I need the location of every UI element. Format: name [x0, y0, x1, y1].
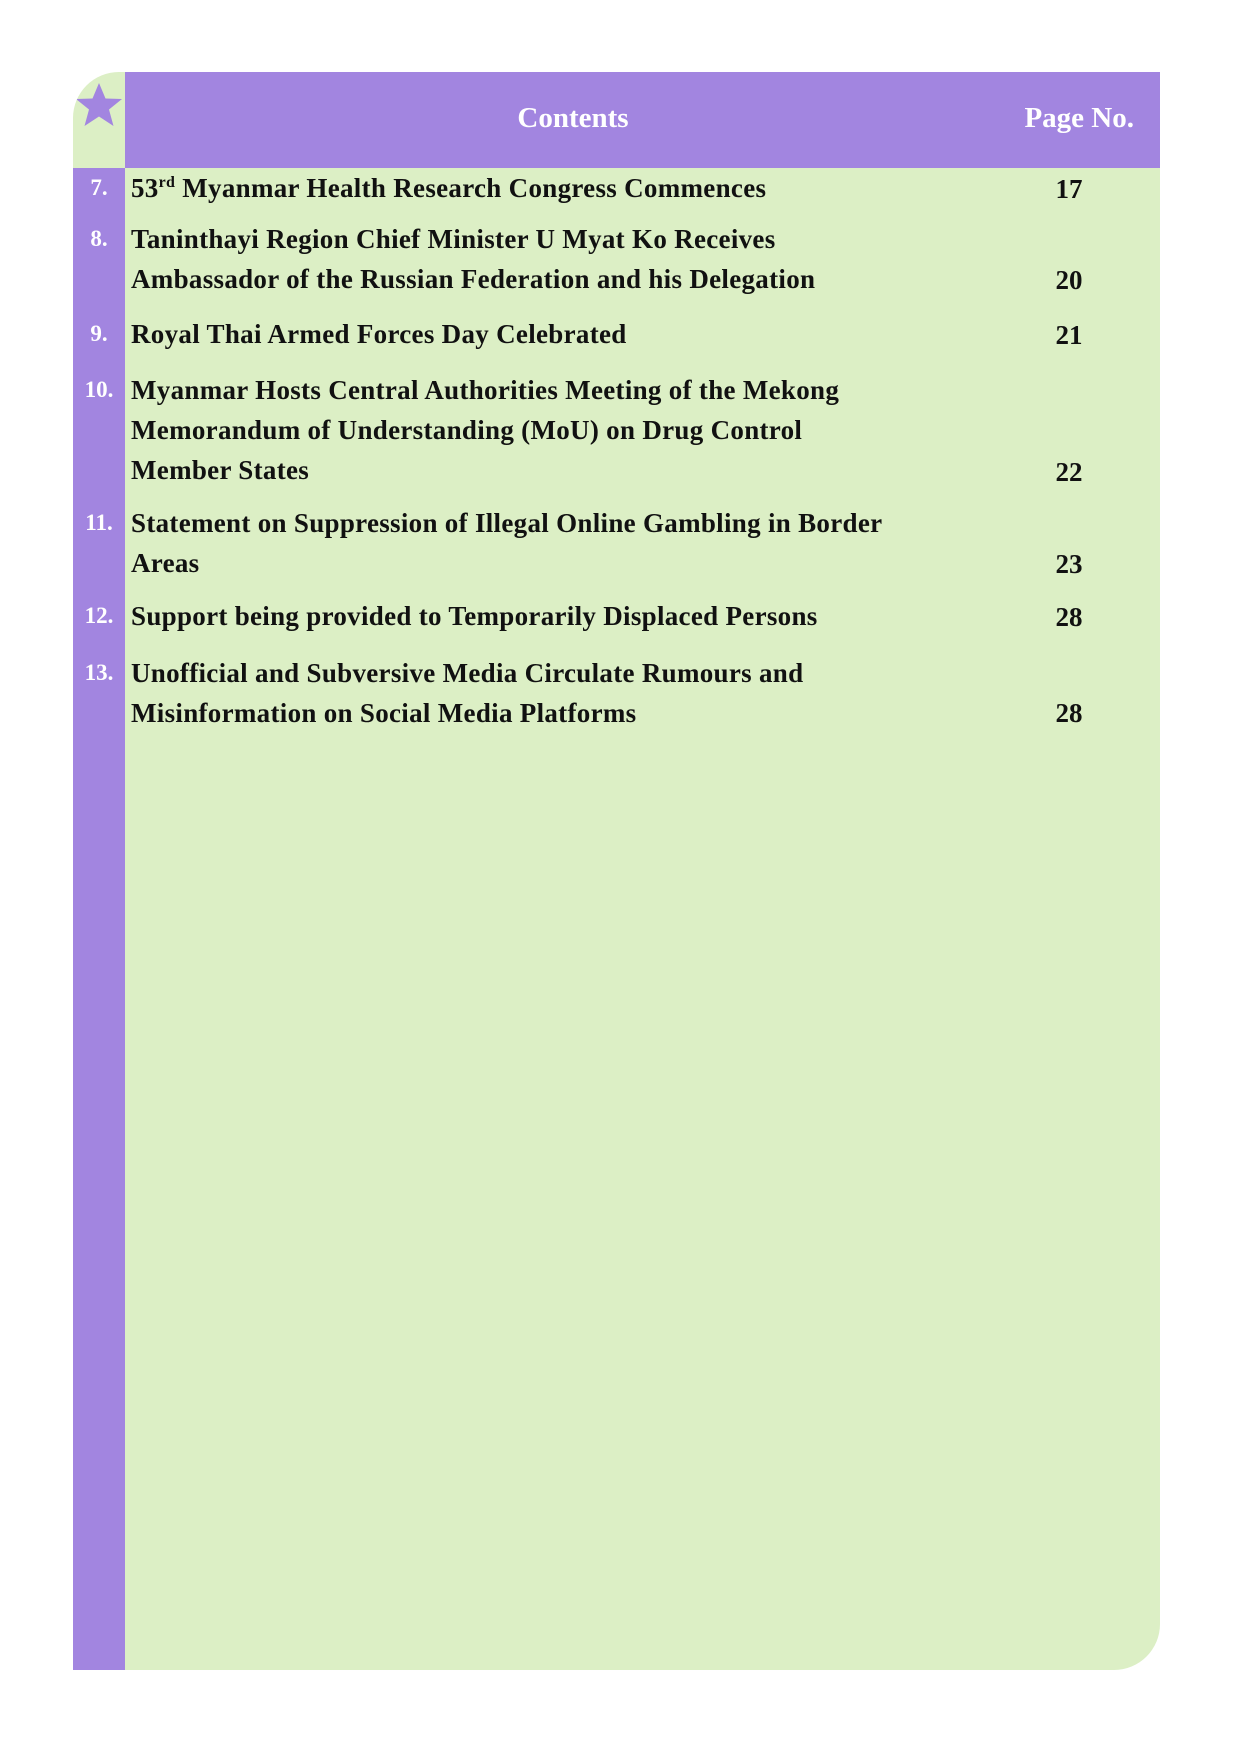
entry-page-number: 28: [1055, 602, 1083, 632]
entry-number: 10.: [84, 377, 114, 402]
entry-page-number: 17: [1055, 174, 1083, 204]
entry-page-number: 28: [1055, 698, 1083, 728]
entry-number: 8.: [90, 226, 108, 251]
entry-page-number: 23: [1055, 549, 1083, 579]
entry-title[interactable]: Royal Thai Armed Forces Day Celebrated: [131, 319, 627, 349]
contents-panel: [73, 72, 1160, 1670]
entry-number: 13.: [84, 660, 114, 685]
entry-title[interactable]: Support being provided to Temporarily Displaced Persons: [131, 601, 818, 631]
entry-title[interactable]: Myanmar Hosts Central Authorities Meeting of the Mekong Memorandum of Understanding (MoU) on Drug Control Member States: [131, 375, 840, 485]
page-number-heading: Page No.: [1024, 102, 1134, 134]
entry-page-number: 21: [1055, 320, 1083, 350]
entry-title[interactable]: 53rd Myanmar Health Research Congress Commences: [131, 173, 767, 203]
entry-title[interactable]: Unofficial and Subversive Media Circulate Rumours and Misinformation on Social Media Platforms: [131, 658, 804, 728]
entry-number: 11.: [85, 510, 113, 535]
entry-page-number: 22: [1055, 457, 1083, 487]
entry-title[interactable]: Taninthayi Region Chief Minister U Myat Ko Receives Ambassador of the Russian Federation and his Delegation: [131, 224, 816, 294]
entry-number: 9.: [90, 321, 108, 346]
contents-title: Contents: [517, 102, 629, 134]
entry-number: 12.: [84, 603, 114, 628]
entry-page-number: 20: [1055, 265, 1083, 295]
contents-header: [125, 72, 1160, 168]
entry-number: 7.: [90, 175, 108, 200]
entry-title[interactable]: Statement on Suppression of Illegal Online Gambling in Border Areas: [131, 508, 883, 578]
star-icon: [74, 80, 124, 130]
